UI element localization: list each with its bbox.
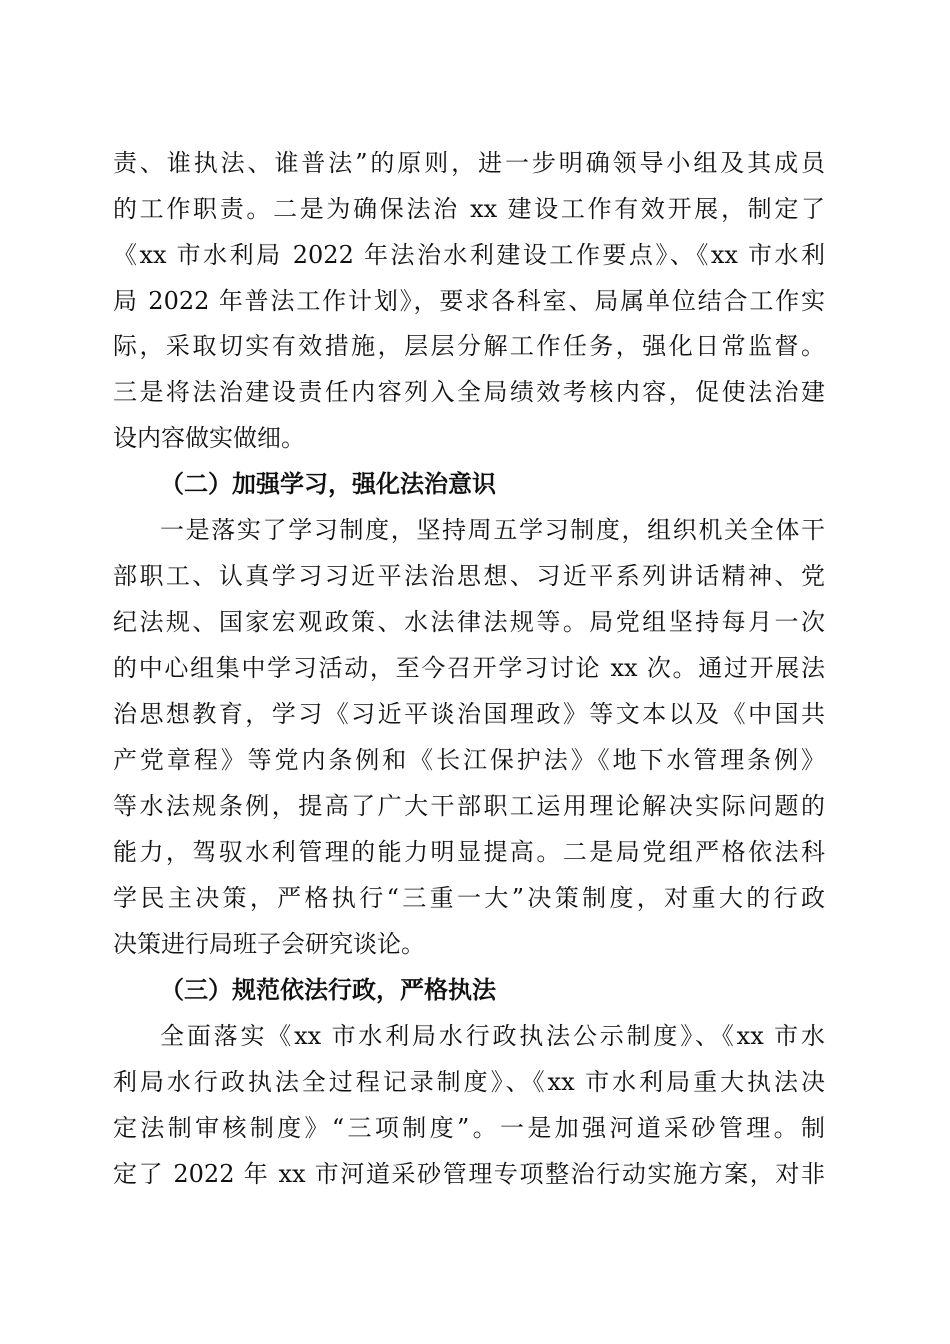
paragraph-3-line-2: 利局水行政执法全过程记录制度》、《xx 市水利局重大执法决	[113, 1068, 825, 1096]
paragraph-3-line-4: 定了 2022 年 xx 市河道采砂管理专项整治行动实施方案，对非	[113, 1160, 825, 1188]
paragraph-2-line-10: 决策进行局班子会研究谈论。	[113, 930, 425, 958]
paragraph-3-line-1: 全面落实《xx 市水利局水行政执法公示制度》、《xx 市水	[160, 1022, 825, 1050]
paragraph-2-line-8: 能力，驾驭水利管理的能力明显提高。二是局党组严格依法科	[113, 838, 825, 866]
section-heading-3: （三）规范依法行政，严格执法	[160, 976, 496, 1004]
paragraph-1-line-3: 《xx 市水利局 2022 年法治水利建设工作要点》、《xx 市水利	[113, 241, 825, 269]
paragraph-1-line-4: 局 2022 年普法工作计划》，要求各科室、局属单位结合工作实	[113, 287, 825, 315]
paragraph-2-line-9: 学民主决策，严格执行“三重一大”决策制度，对重大的行政	[113, 884, 825, 912]
paragraph-3-line-3: 定法制审核制度》“三项制度”。一是加强河道采砂管理。制	[113, 1114, 825, 1142]
paragraph-1-line-2: 的工作职责。二是为确保法治 xx 建设工作有效开展，制定了	[113, 195, 825, 223]
section-heading-2: （二）加强学习，强化法治意识	[160, 470, 496, 498]
paragraph-1-line-7: 设内容做实做细。	[113, 424, 305, 452]
paragraph-2-line-4: 的中心组集中学习活动，至今召开学习讨论 xx 次。通过开展法	[113, 654, 825, 682]
paragraph-2-line-3: 纪法规、国家宏观政策、水法律法规等。局党组坚持每月一次	[113, 608, 825, 636]
paragraph-2-line-7: 等水法规条例，提高了广大干部职工运用理论解决实际问题的	[113, 792, 825, 820]
paragraph-1-line-5: 际，采取切实有效措施，层层分解工作任务，强化日常监督。	[113, 332, 825, 360]
paragraph-1-line-1: 责、谁执法、谁普法”的原则，进一步明确领导小组及其成员	[113, 149, 825, 177]
paragraph-2-line-2: 部职工、认真学习习近平法治思想、习近平系列讲话精神、党	[113, 562, 825, 590]
paragraph-2-line-1: 一是落实了学习制度，坚持周五学习制度，组织机关全体干	[160, 516, 825, 544]
paragraph-2-line-5: 治思想教育，学习《习近平谈治国理政》等文本以及《中国共	[113, 700, 825, 728]
paragraph-2-line-6: 产党章程》等党内条例和《长江保护法》《地下水管理条例》	[113, 746, 825, 774]
paragraph-1-line-6: 三是将法治建设责任内容列入全局绩效考核内容，促使法治建	[113, 378, 825, 406]
